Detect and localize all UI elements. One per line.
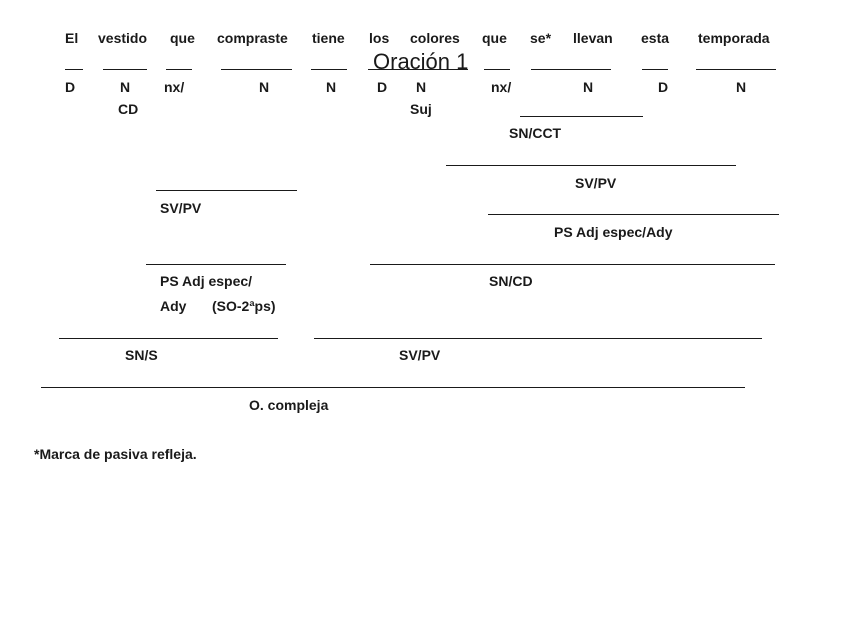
label-sv-pv-left: SV/PV	[160, 200, 202, 216]
word-se: se*	[530, 30, 552, 46]
cat-compraste: N	[259, 79, 270, 95]
label-ps-adj-right: PS Adj espec/Ady	[554, 224, 673, 240]
word-vestido: vestido	[98, 30, 148, 46]
underline-el	[65, 69, 83, 70]
cat-que-1: nx/	[164, 79, 185, 95]
word-tiene: tiene	[312, 30, 345, 46]
cat-vestido: N	[120, 79, 131, 95]
cat-temporada: N	[736, 79, 747, 95]
bracket-sn-cd	[370, 264, 775, 265]
underline-esta	[642, 69, 668, 70]
word-colores: colores	[410, 30, 460, 46]
bracket-ps-adj-right	[488, 214, 779, 215]
label-sn-cd: SN/CD	[489, 273, 533, 289]
bracket-sn-cct	[520, 116, 643, 117]
underline-que-2	[484, 69, 510, 70]
func-vestido-cd: CD	[118, 101, 139, 117]
bracket-sv-pv-main	[314, 338, 762, 339]
word-los: los	[369, 30, 390, 46]
cat-llevan: N	[583, 79, 594, 95]
word-esta: esta	[641, 30, 670, 46]
label-sn-s: SN/S	[125, 347, 158, 363]
label-sv-pv-main: SV/PV	[399, 347, 441, 363]
cat-colores: N	[416, 79, 427, 95]
label-o-compleja: O. compleja	[249, 397, 329, 413]
word-el: El	[65, 30, 79, 46]
underline-se-llevan	[531, 69, 611, 70]
func-colores-suj: Suj	[410, 101, 432, 117]
label-ps-adj-left-2: Ady	[160, 298, 187, 314]
label-sv-pv-inner: SV/PV	[575, 175, 617, 191]
bracket-sv-pv-left	[156, 190, 297, 191]
bracket-sn-s	[59, 338, 278, 339]
bracket-sv-pv-inner	[446, 165, 736, 166]
underline-vestido	[103, 69, 147, 70]
cat-que-2: nx/	[491, 79, 512, 95]
underline-temporada	[696, 69, 776, 70]
word-temporada: temporada	[698, 30, 770, 46]
cat-tiene: N	[326, 79, 337, 95]
footnote: *Marca de pasiva refleja.	[34, 446, 197, 462]
word-compraste: compraste	[217, 30, 288, 46]
word-que-1: que	[170, 30, 195, 46]
bracket-ps-adj-left	[146, 264, 286, 265]
word-que-2: que	[482, 30, 507, 46]
bracket-o-compleja	[41, 387, 745, 388]
underline-compraste	[221, 69, 292, 70]
page-title: Oración 1	[373, 49, 469, 74]
label-ps-adj-left-1: PS Adj espec/	[160, 273, 253, 289]
word-llevan: llevan	[573, 30, 613, 46]
label-sn-cct: SN/CCT	[509, 125, 562, 141]
underline-que-1	[166, 69, 192, 70]
cat-los: D	[377, 79, 388, 95]
cat-el: D	[65, 79, 76, 95]
label-so-2ps: (SO-2ªps)	[212, 298, 276, 314]
cat-esta: D	[658, 79, 669, 95]
underline-tiene	[311, 69, 347, 70]
